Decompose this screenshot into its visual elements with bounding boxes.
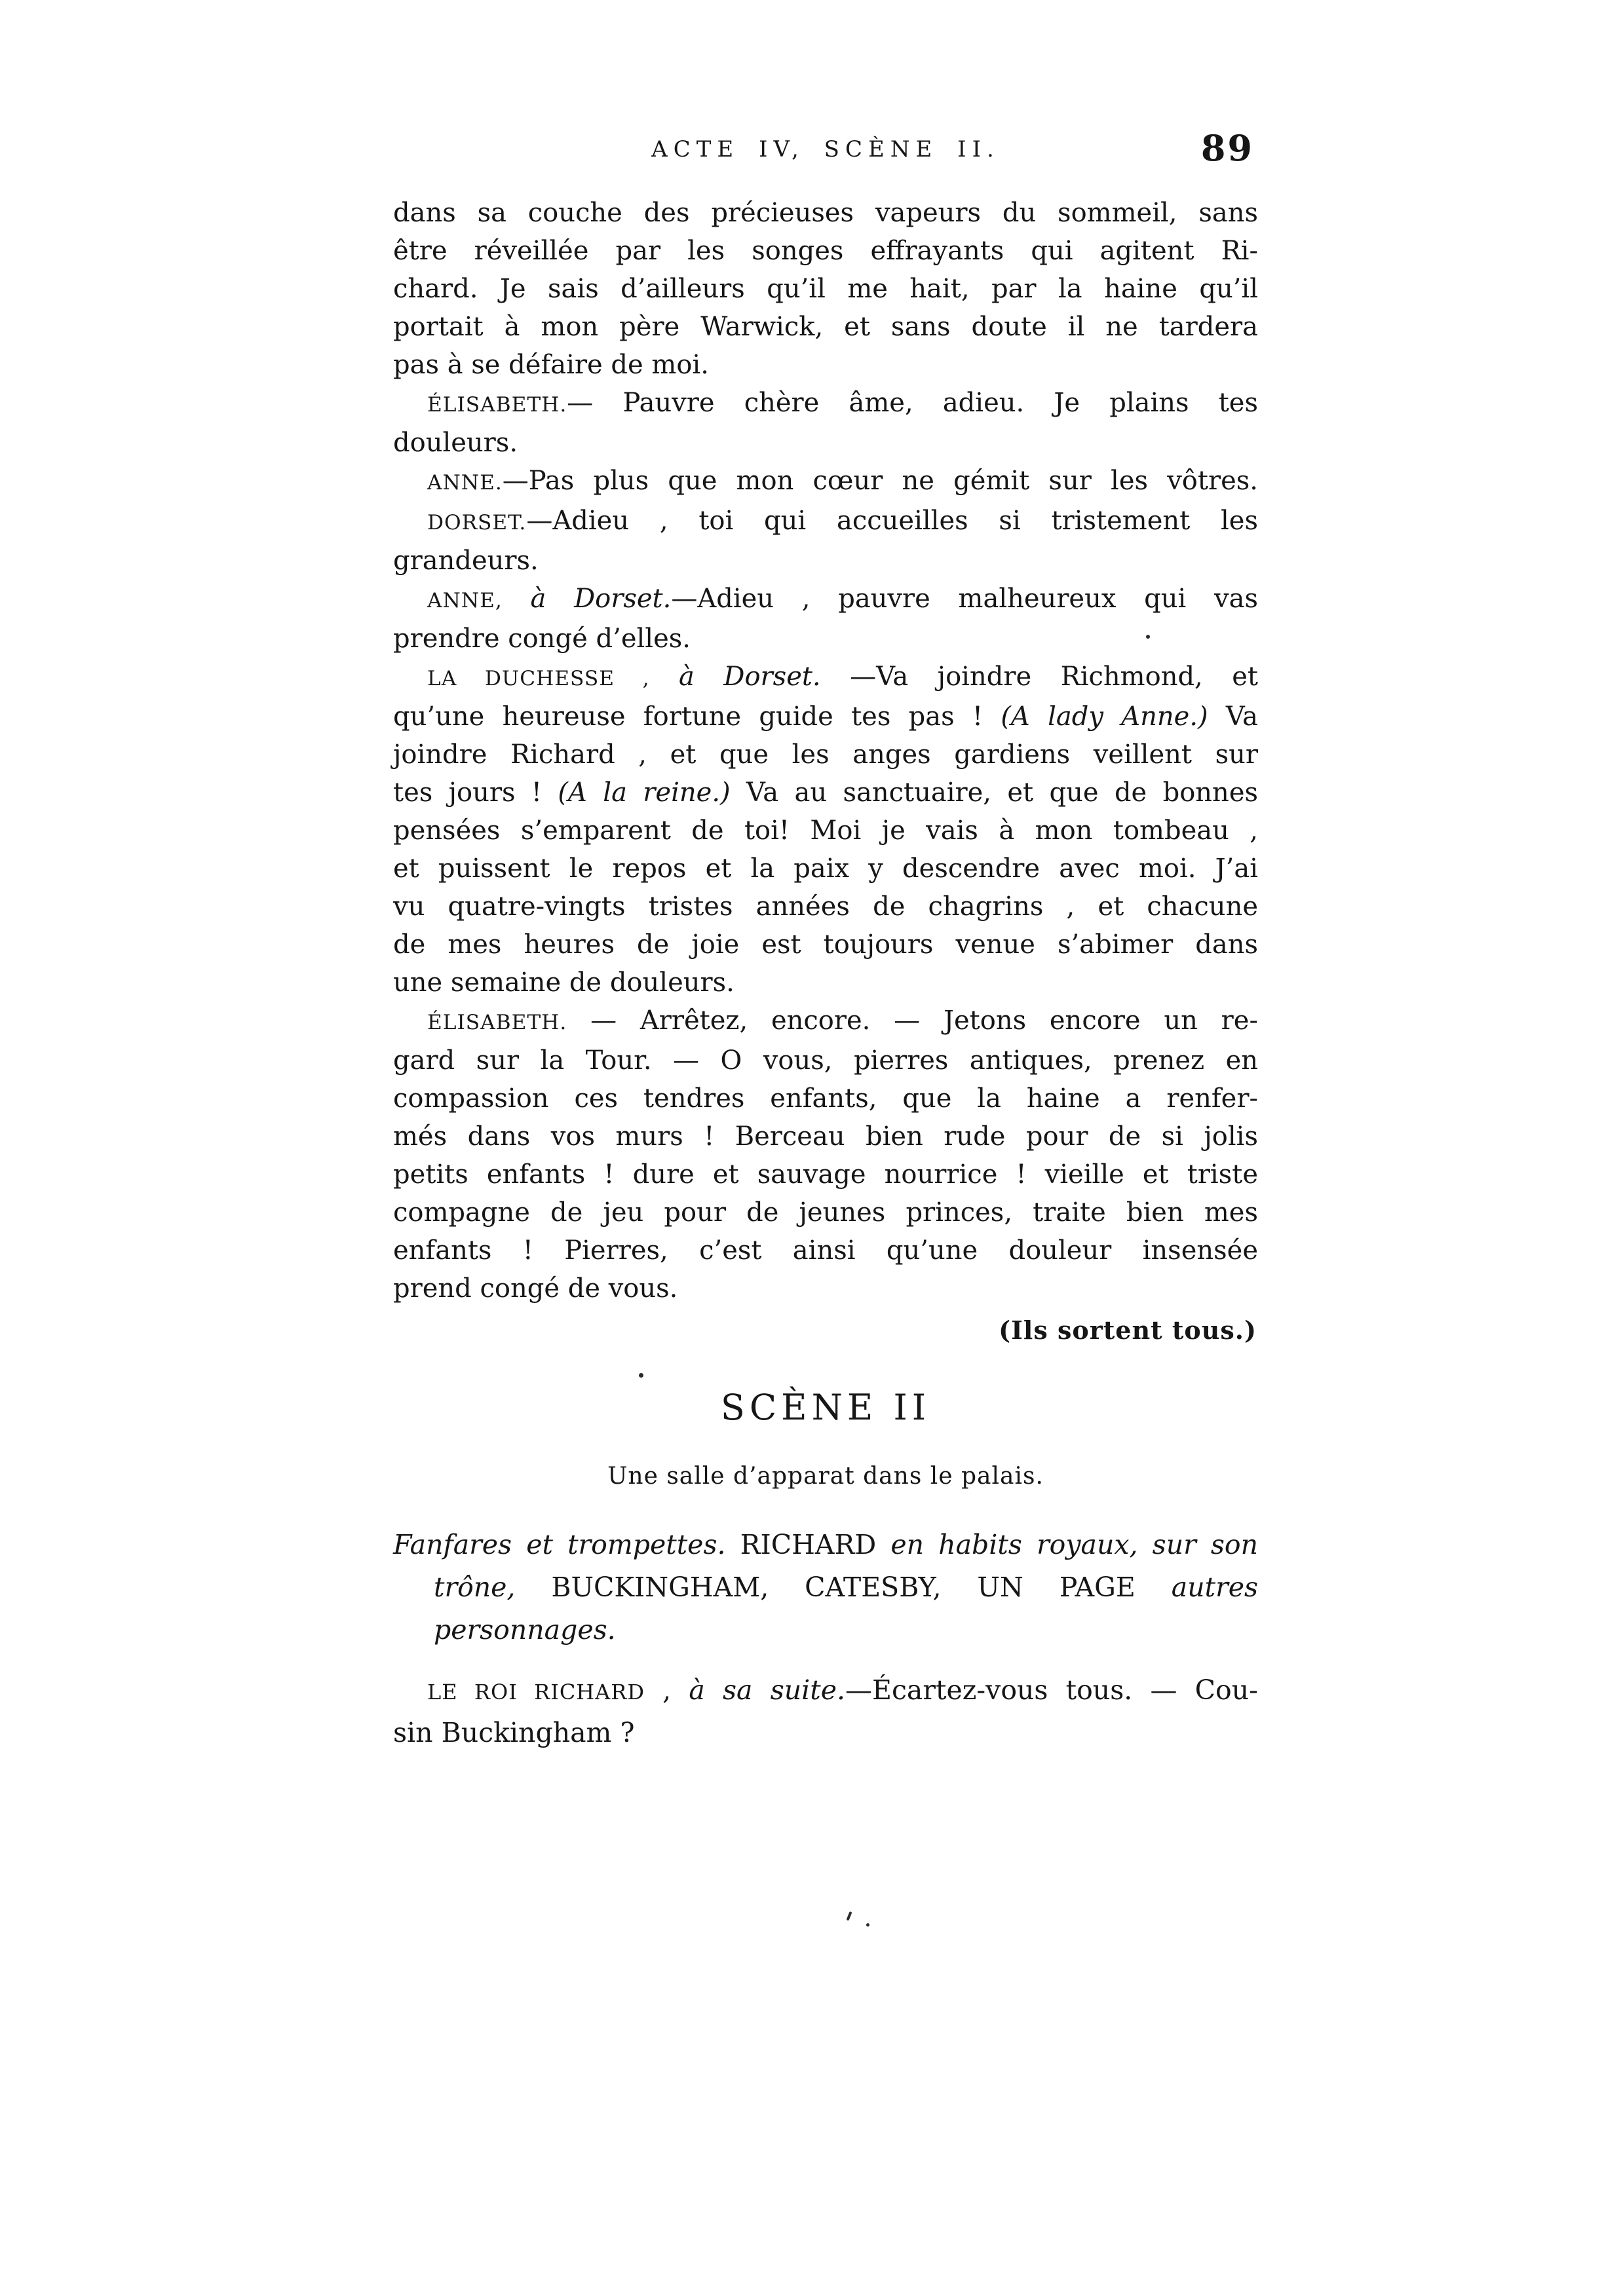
text-line bbox=[393, 1670, 1258, 1712]
text-line bbox=[393, 1524, 1258, 1566]
text-segment: gard sur la Tour. — O vous, pierres antiques, prenez en bbox=[393, 1045, 1258, 1076]
text-segment: compassion ces tendres enfants, que la haine a renfer- bbox=[393, 1083, 1258, 1114]
text-segment: pas à se défaire de moi. bbox=[393, 350, 709, 380]
text-line bbox=[393, 580, 1258, 620]
text-segment: —Adieu , pauvre malheureux qui vas bbox=[671, 584, 1259, 614]
text-segment: compagne de jeu pour de jeunes princes, traite bien mes bbox=[393, 1197, 1258, 1228]
scene-setting: Une salle d’apparat dans le palais. bbox=[607, 1463, 1044, 1490]
text-segment: qu’une heureuse fortune guide tes pas ! bbox=[393, 702, 1001, 732]
text-segment: Va au sanctuaire, et que de bonnes bbox=[730, 778, 1259, 808]
text-line bbox=[393, 346, 1258, 384]
text-segment: vu quatre-vingts tristes années de chagrins , et chacune bbox=[393, 892, 1258, 922]
italic-text: à Dorset. bbox=[649, 662, 850, 692]
text-line bbox=[393, 926, 1258, 964]
scan-artifact bbox=[639, 1373, 643, 1378]
italic-text: à Dorset. bbox=[502, 584, 672, 614]
italic-text: (A lady Anne.) bbox=[1001, 702, 1208, 732]
text-line bbox=[393, 1609, 1258, 1651]
text-line bbox=[393, 964, 1258, 1002]
text-segment: prend congé de vous. bbox=[393, 1273, 678, 1304]
text-line bbox=[393, 620, 1258, 658]
text-line bbox=[393, 812, 1258, 850]
text-line bbox=[393, 1232, 1258, 1270]
text-line bbox=[393, 1566, 1258, 1609]
text-segment: , bbox=[644, 1674, 689, 1706]
text-line bbox=[393, 1270, 1258, 1308]
text-segment: douleurs. bbox=[393, 428, 518, 458]
text-segment: portait à mon père Warwick, et sans doute il ne tardera bbox=[393, 312, 1258, 342]
text-line bbox=[393, 1080, 1258, 1118]
text-line bbox=[393, 658, 1258, 698]
text-line bbox=[393, 384, 1258, 424]
text-segment: —Écartez-vous tous. — Cou- bbox=[845, 1674, 1258, 1706]
text-segment: —Va joindre Richmond, et bbox=[850, 662, 1258, 692]
text-segment: prendre congé d’elles. bbox=[393, 624, 691, 654]
text-line bbox=[393, 774, 1258, 812]
italic-text: (A la reine.) bbox=[558, 778, 731, 808]
text-segment: chard. Je sais d’ailleurs qu’il me hait, par la haine qu’il bbox=[393, 274, 1258, 304]
text-line bbox=[393, 462, 1258, 502]
scan-artifact bbox=[847, 1911, 852, 1921]
text-line bbox=[393, 1118, 1258, 1156]
text-segment: sin Buckingham ? bbox=[393, 1717, 635, 1748]
text-segment: pensées s’emparent de toi! Moi je vais à mon tombeau , bbox=[393, 816, 1258, 846]
text-segment: — Arrêtez, encore. — Jetons encore un re- bbox=[567, 1006, 1258, 1036]
speaker-name: LE ROI RICHARD bbox=[427, 1680, 645, 1704]
text-line bbox=[393, 270, 1258, 308]
scan-artifact bbox=[866, 1923, 869, 1927]
text-line bbox=[393, 308, 1258, 346]
running-head bbox=[393, 127, 1258, 189]
text-segment: petits enfants ! dure et sauvage nourrice ! vieille et triste bbox=[393, 1159, 1258, 1190]
text-column bbox=[393, 194, 1258, 1753]
italic-text: Fanfares et trompettes. bbox=[393, 1529, 740, 1560]
text-segment: grandeurs. bbox=[393, 546, 539, 576]
scan-artifact bbox=[1146, 635, 1150, 639]
text-line bbox=[393, 1002, 1258, 1042]
text-segment: BUCKINGHAM, CATESBY, UN PAGE bbox=[551, 1571, 1172, 1603]
text-line bbox=[393, 698, 1258, 736]
text-segment: — Pauvre chère âme, adieu. Je plains tes bbox=[567, 388, 1258, 418]
scene-heading: SCÈNE II bbox=[720, 1387, 931, 1428]
text-line bbox=[393, 1156, 1258, 1194]
text-line bbox=[393, 850, 1258, 888]
speaker-name: DORSET. bbox=[427, 511, 527, 535]
italic-text: trône, bbox=[434, 1571, 552, 1603]
text-line bbox=[393, 232, 1258, 270]
text-segment: més dans vos murs ! Berceau bien rude pour de si jolis bbox=[393, 1121, 1258, 1152]
text-line bbox=[393, 1712, 1258, 1753]
text-segment: de mes heures de joie est toujours venue s’abimer dans bbox=[393, 930, 1258, 960]
text-segment: enfants ! Pierres, c’est ainsi qu’une douleur insensée bbox=[393, 1235, 1258, 1266]
text-line bbox=[393, 888, 1258, 926]
italic-text: en habits royaux, sur son bbox=[890, 1529, 1259, 1560]
speaker-name: ANNE. bbox=[427, 471, 503, 495]
text-line bbox=[393, 194, 1258, 232]
text-line bbox=[393, 542, 1258, 580]
text-segment: être réveillée par les songes effrayants qui agitent Ri- bbox=[393, 236, 1258, 266]
text-segment: Va bbox=[1208, 702, 1258, 732]
speaker-name: ÉLISABETH. bbox=[427, 393, 567, 417]
text-segment: —Pas plus que mon cœur ne gémit sur les vôtres. bbox=[502, 466, 1258, 496]
text-segment: —Adieu , toi qui accueilles si tristement les bbox=[526, 506, 1258, 536]
text-line bbox=[393, 736, 1258, 774]
king-speech bbox=[393, 1670, 1258, 1753]
italic-text: à sa suite. bbox=[689, 1674, 846, 1706]
exit-stage-direction: (Ils sortent tous.) bbox=[999, 1315, 1257, 1345]
text-segment: tes jours ! bbox=[393, 778, 558, 808]
running-head-title: ACTE IV, SCÈNE II. bbox=[651, 136, 1000, 162]
text-segment: une semaine de douleurs. bbox=[393, 968, 735, 998]
speaker-name: ÉLISABETH. bbox=[427, 1011, 567, 1034]
text-line bbox=[393, 1194, 1258, 1232]
text-segment: joindre Richard , et que les anges gardiens veillent sur bbox=[393, 740, 1258, 770]
opening-stage-direction bbox=[393, 1524, 1258, 1651]
text-segment: et puissent le repos et la paix y descendre avec moi. J’ai bbox=[393, 854, 1258, 884]
speaker-name: ANNE, bbox=[427, 589, 503, 612]
speaker-name: LA DUCHESSE , bbox=[427, 667, 650, 690]
page-number: 89 bbox=[1200, 127, 1254, 169]
italic-text: personnages. bbox=[434, 1614, 616, 1646]
text-line bbox=[393, 424, 1258, 462]
text-segment: dans sa couche des précieuses vapeurs du sommeil, sans bbox=[393, 198, 1258, 228]
italic-text: autres bbox=[1171, 1571, 1258, 1603]
text-line bbox=[393, 1042, 1258, 1080]
text-segment: RICHARD bbox=[740, 1529, 891, 1560]
text-line bbox=[393, 502, 1258, 542]
dialogue-block bbox=[393, 194, 1258, 1308]
